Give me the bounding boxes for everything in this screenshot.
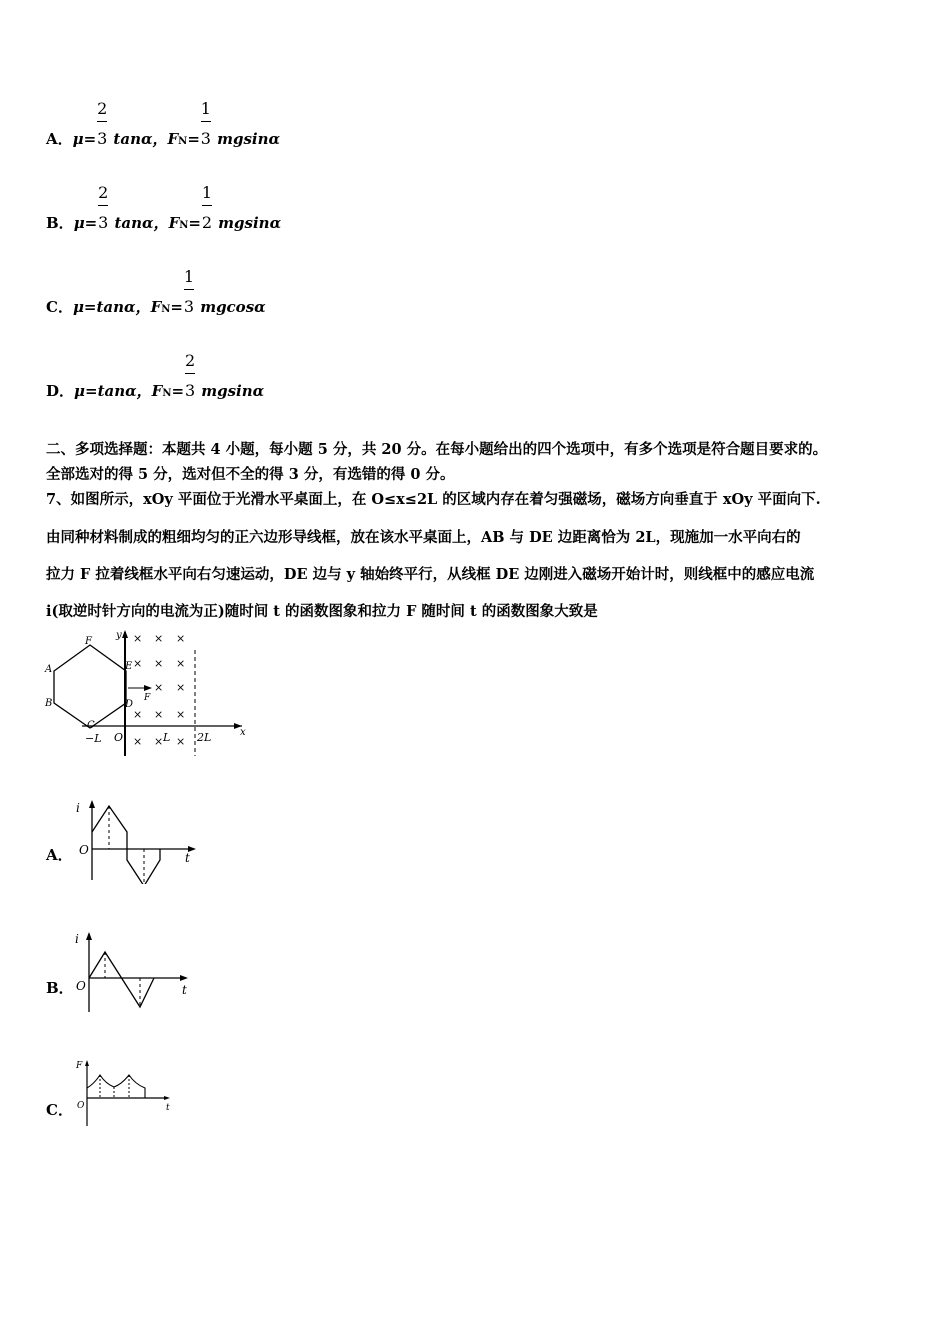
graph-c-h-arrow [164, 1096, 170, 1100]
option-d-mu: μ=tanα，F [74, 382, 163, 400]
vertex-c: C [87, 720, 95, 731]
option-d-fn-sub: N [162, 388, 172, 399]
axis-x-label: x [240, 727, 246, 738]
vertex-f: F [85, 636, 92, 647]
option-b-fn-tail: mgsinα [212, 214, 282, 232]
option-c[interactable] [46, 267, 266, 317]
force-arrowhead [144, 685, 152, 691]
option-d[interactable] [46, 351, 265, 401]
vertex-b: B [45, 698, 53, 709]
field-mark: × [154, 681, 164, 694]
option-b-fn-sub: N [179, 220, 189, 231]
option-d-fn-tail: mgsinα [196, 382, 265, 400]
option-d-label: D． [46, 382, 75, 400]
hexagon-field-figure [40, 628, 255, 760]
q7-line3: 拉力 F 拉着线框水平向右匀速运动，DE 边与 y 轴始终平行，从线框 DE 边刚进入磁场开始计时，则线框中的感应电流 [46, 566, 815, 583]
option-b-label: B． [46, 214, 74, 232]
graph-c-curve [87, 1075, 145, 1098]
q7-line2: 由同种材料制成的粗细均匀的正六边形导线框，放在该水平桌面上，AB 与 DE 边距离恰为 2L，现施加一水平向右的 [46, 529, 801, 546]
graph-option-b[interactable] [72, 930, 202, 1014]
field-mark: × [154, 657, 164, 670]
origin-label: O [114, 731, 124, 744]
graph-c-v-label: F [76, 1061, 83, 1071]
field-mark: × [154, 708, 164, 721]
graph-b-origin: O [76, 979, 86, 993]
option-b[interactable] [46, 183, 282, 233]
tick-neg-l: −L [85, 732, 102, 745]
graph-c-h-label: t [166, 1103, 170, 1113]
graph-c-origin: O [77, 1101, 85, 1111]
q7-line1: 7、如图所示，xOy 平面位于光滑水平桌面上，在 O≤x≤2L 的区域内存在着匀强磁场，磁场方向垂直于 xOy 平面向下. [46, 491, 821, 508]
field-mark: × [176, 657, 186, 670]
graph-b-h-arrow [180, 975, 188, 981]
field-mark: × [154, 632, 164, 645]
option-a-fn-tail: mgsinα [211, 130, 281, 148]
option-b-fn-fraction: $\frac{1}{2}$ [201, 183, 213, 232]
field-mark: × [154, 735, 164, 748]
section2-line1: 二、多项选择题：本题共 4 小题，每小题 5 分，共 20 分。在每小题给出的四个选项中，有多个选项是符合题目要求的。 [46, 441, 828, 458]
field-mark: × [133, 708, 143, 721]
option-a-fn-eq: = [187, 130, 200, 148]
field-mark: × [176, 735, 186, 748]
vertex-d: D [125, 699, 134, 710]
option-a[interactable] [46, 99, 281, 149]
tick-l: L [163, 731, 171, 744]
graph-a-v-label: i [76, 801, 80, 815]
y-arrowhead [122, 630, 128, 638]
graph-a-v-arrow [89, 800, 95, 808]
field-mark: × [133, 632, 143, 645]
option-b-mu-tail: tanα，F [109, 214, 180, 232]
field-mark: × [133, 735, 143, 748]
option-c-fn-eq: = [170, 298, 183, 316]
tick-2l: 2L [197, 731, 212, 744]
option-c-fn-tail: mgcosα [194, 298, 266, 316]
graph-a-origin: O [79, 843, 89, 857]
field-mark: × [133, 657, 143, 670]
option-a-fn-sub: N [178, 136, 188, 147]
graph-option-a[interactable] [72, 798, 202, 884]
option-b-mu-fraction: $\frac{2}{3}$ [98, 183, 109, 232]
vertex-e: E [125, 661, 133, 672]
q7-line4: i(取逆时针方向的电流为正)随时间 t 的函数图象和拉力 F 随时间 t 的函数图象大致是 [46, 603, 598, 620]
graph-option-a-label[interactable]: A． [46, 846, 73, 864]
option-c-label: C． [46, 298, 73, 316]
field-mark: × [176, 708, 186, 721]
option-d-fn-fraction: $\frac{2}{3}$ [184, 351, 196, 400]
graph-c-v-arrow [85, 1060, 89, 1066]
graph-b-h-label: t [182, 983, 187, 997]
option-a-mu: μ= [72, 130, 97, 148]
option-c-mu: μ=tanα，F [72, 298, 162, 316]
option-d-fn-eq: = [171, 382, 185, 400]
graph-b-curve [89, 952, 154, 1007]
option-c-fn-sub: N [161, 304, 171, 315]
option-a-mu-fraction: $\frac{2}{3}$ [97, 99, 108, 148]
graph-option-c[interactable] [72, 1058, 182, 1128]
graph-a-curve-neg [127, 849, 160, 884]
graph-option-b-label[interactable]: B． [46, 979, 74, 997]
hexagon-frame [54, 645, 126, 728]
graph-b-v-label: i [75, 932, 79, 946]
option-b-fn-eq: = [188, 214, 201, 232]
option-c-fn-fraction: $\frac{1}{3}$ [183, 267, 195, 316]
graph-a-h-label: t [185, 851, 190, 865]
option-b-mu: μ= [73, 214, 98, 232]
field-mark: × [176, 681, 186, 694]
graph-option-c-label[interactable]: C． [46, 1101, 73, 1119]
option-a-mu-tail: tanα，F [108, 130, 179, 148]
option-a-label: A． [46, 130, 73, 148]
axis-y-label: y [116, 630, 122, 641]
section2-line2: 全部选对的得 5 分，选对但不全的得 3 分，有选错的得 0 分。 [46, 466, 455, 483]
force-label: F [144, 693, 151, 703]
graph-b-v-arrow [86, 932, 92, 940]
option-a-fn-fraction: $\frac{1}{3}$ [200, 99, 211, 148]
vertex-a: A [45, 664, 53, 675]
field-mark: × [176, 632, 186, 645]
